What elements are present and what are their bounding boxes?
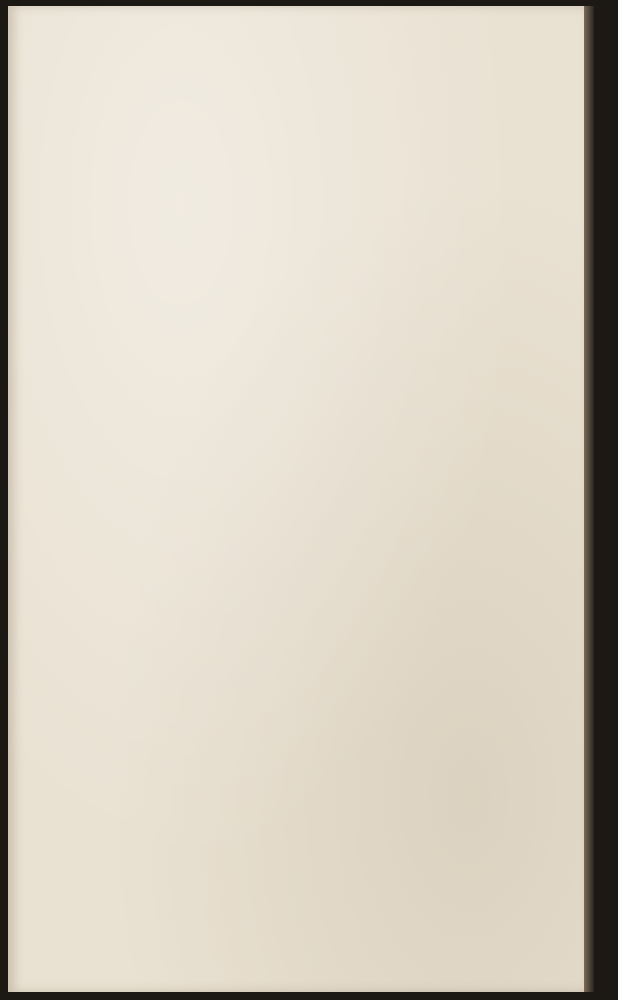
page-gutter [584, 6, 594, 992]
drop-initial [60, 618, 122, 680]
book-page [8, 6, 584, 992]
